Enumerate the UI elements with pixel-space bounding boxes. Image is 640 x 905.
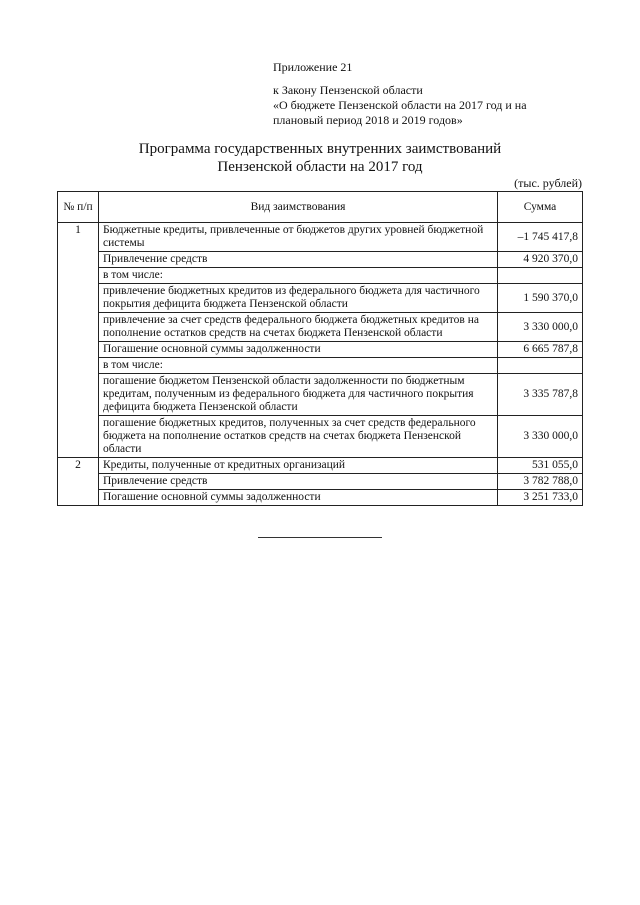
row-type: погашение бюджетных кредитов, полученных за счет средств федерального бюджета на пополнение остатков средств на счетах бюджета Пензенской области: [99, 416, 498, 458]
header-number: № п/п: [58, 192, 99, 223]
row-type: Погашение основной суммы задолженности: [99, 342, 498, 358]
end-divider: [258, 537, 382, 538]
table-header-row: [58, 192, 583, 223]
appendix-header: [273, 60, 603, 128]
row-sum: –1 745 417,8: [498, 223, 583, 252]
units-label: (тыс. рублей): [514, 176, 582, 190]
table-row: [58, 223, 583, 252]
row-type: привлечение бюджетных кредитов из федерального бюджета для частичного покрытия дефицита бюджета Пензенской области: [99, 284, 498, 313]
table-row: [58, 342, 583, 358]
row-type: в том числе:: [99, 358, 498, 374]
appendix-number: Приложение 21: [273, 60, 353, 74]
table-row: [58, 284, 583, 313]
table-row: [58, 268, 583, 284]
borrowings-table: [57, 191, 583, 506]
table-row: [58, 252, 583, 268]
row-type: Погашение основной суммы задолженности: [99, 490, 498, 506]
table-row: [58, 358, 583, 374]
row-sum: 6 665 787,8: [498, 342, 583, 358]
row-type: Кредиты, полученные от кредитных организаций: [99, 458, 498, 474]
appendix-law-line-3: плановый период 2018 и 2019 годов»: [273, 113, 463, 127]
row-sum: [498, 268, 583, 284]
row-number: 2: [58, 458, 99, 506]
row-sum: [498, 358, 583, 374]
appendix-law-line-2: «О бюджете Пензенской области на 2017 год и на: [273, 98, 527, 112]
row-sum: 3 782 788,0: [498, 474, 583, 490]
row-sum: 1 590 370,0: [498, 284, 583, 313]
title-line-1: Программа государственных внутренних заимствований: [138, 141, 502, 157]
table-row: [58, 474, 583, 490]
table-row: [58, 313, 583, 342]
row-sum: 3 251 733,0: [498, 490, 583, 506]
title-line-2: Пензенской области на 2017 год: [217, 159, 423, 175]
appendix-law-line-1: к Закону Пензенской области: [273, 83, 423, 97]
row-sum: 4 920 370,0: [498, 252, 583, 268]
table-row: [58, 416, 583, 458]
header-type: Вид заимствования: [99, 192, 498, 223]
row-type: погашение бюджетом Пензенской области задолженности по бюджетным кредитам, полученным из федерального бюджета для частичного покрытия дефицита бюджета Пензенской области: [99, 374, 498, 416]
row-type: в том числе:: [99, 268, 498, 284]
table-row: [58, 458, 583, 474]
row-type: Привлечение средств: [99, 474, 498, 490]
document-title: [60, 140, 580, 176]
table-row: [58, 374, 583, 416]
table-row: [58, 490, 583, 506]
row-type: привлечение за счет средств федерального бюджета бюджетных кредитов на пополнение остатков средств на счетах бюджета Пензенской области: [99, 313, 498, 342]
row-sum: 531 055,0: [498, 458, 583, 474]
row-number: 1: [58, 223, 99, 458]
row-type: Бюджетные кредиты, привлеченные от бюджетов других уровней бюджетной системы: [99, 223, 498, 252]
row-type: Привлечение средств: [99, 252, 498, 268]
header-sum: Сумма: [498, 192, 583, 223]
row-sum: 3 335 787,8: [498, 374, 583, 416]
row-sum: 3 330 000,0: [498, 313, 583, 342]
row-sum: 3 330 000,0: [498, 416, 583, 458]
